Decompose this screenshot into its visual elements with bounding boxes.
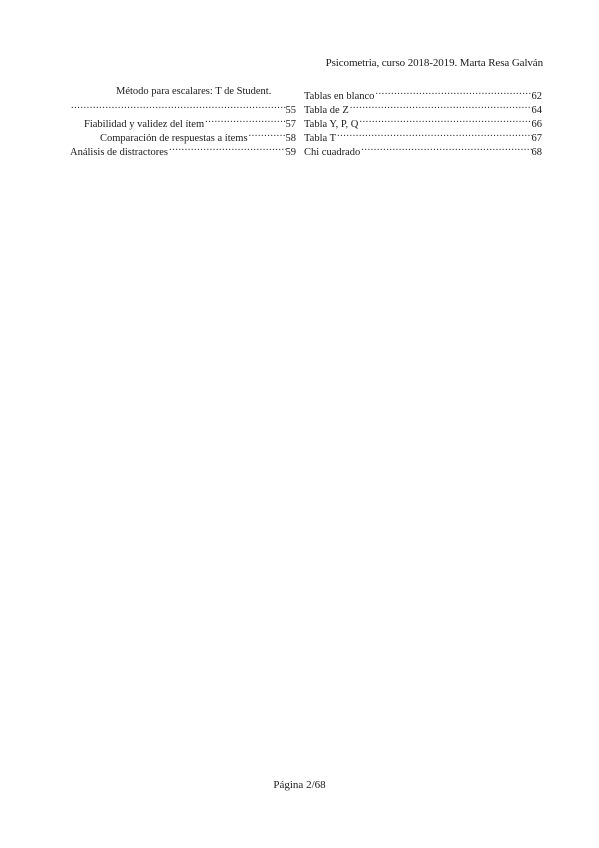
toc-entry-title: Chi cuadrado bbox=[304, 147, 361, 158]
toc-entry-page: 66 bbox=[531, 119, 542, 130]
toc-entry-page: 62 bbox=[531, 91, 542, 102]
toc-entry-page: 55 bbox=[285, 105, 296, 116]
toc-leader-dots bbox=[248, 127, 286, 141]
toc-entry[interactable] bbox=[304, 141, 542, 158]
toc-entry-title: Análisis de distractores bbox=[70, 147, 168, 158]
toc-entry-title: Método para escalares: T de Student. bbox=[116, 86, 272, 97]
toc-left-column bbox=[70, 85, 296, 158]
toc-leader-dots bbox=[336, 127, 531, 141]
toc-leader-dots bbox=[360, 141, 531, 155]
toc-entry-title: Fiabilidad y validez del ítem bbox=[84, 119, 205, 130]
toc-leader-dots bbox=[204, 113, 285, 127]
toc-entry-page: 68 bbox=[531, 147, 542, 158]
toc-entry-page: 67 bbox=[531, 133, 542, 144]
toc-entry[interactable] bbox=[70, 113, 296, 130]
toc-entry[interactable] bbox=[70, 99, 296, 116]
page-footer: Página 2/68 bbox=[273, 779, 326, 791]
toc-entry[interactable] bbox=[304, 85, 542, 102]
toc-entry-title: Tablas en blanco bbox=[304, 91, 375, 102]
toc-leader-dots bbox=[168, 141, 286, 155]
toc-leader-dots bbox=[70, 99, 286, 113]
toc-entry-title-line[interactable] bbox=[70, 85, 296, 99]
toc-entry-title: Tabla de Z bbox=[304, 105, 349, 116]
page-header: Psicometria, curso 2018-2019. Marta Resa Galván bbox=[325, 57, 543, 69]
toc-entry-title: Tabla Y, P, Q bbox=[304, 119, 359, 130]
toc-entry-page: 59 bbox=[285, 147, 296, 158]
toc-entry-page: 64 bbox=[531, 105, 542, 116]
toc-entry[interactable] bbox=[304, 127, 542, 144]
toc-entry-title: Comparación de respuestas a ítems bbox=[100, 133, 248, 144]
toc-leader-dots bbox=[349, 99, 532, 113]
toc-right-column bbox=[304, 85, 542, 158]
toc-entry-page: 58 bbox=[285, 133, 296, 144]
toc-entry-title: Tabla T bbox=[304, 133, 337, 144]
toc-leader-dots bbox=[374, 85, 531, 99]
toc-leader-dots bbox=[358, 113, 531, 127]
toc-entry-page: 57 bbox=[285, 119, 296, 130]
